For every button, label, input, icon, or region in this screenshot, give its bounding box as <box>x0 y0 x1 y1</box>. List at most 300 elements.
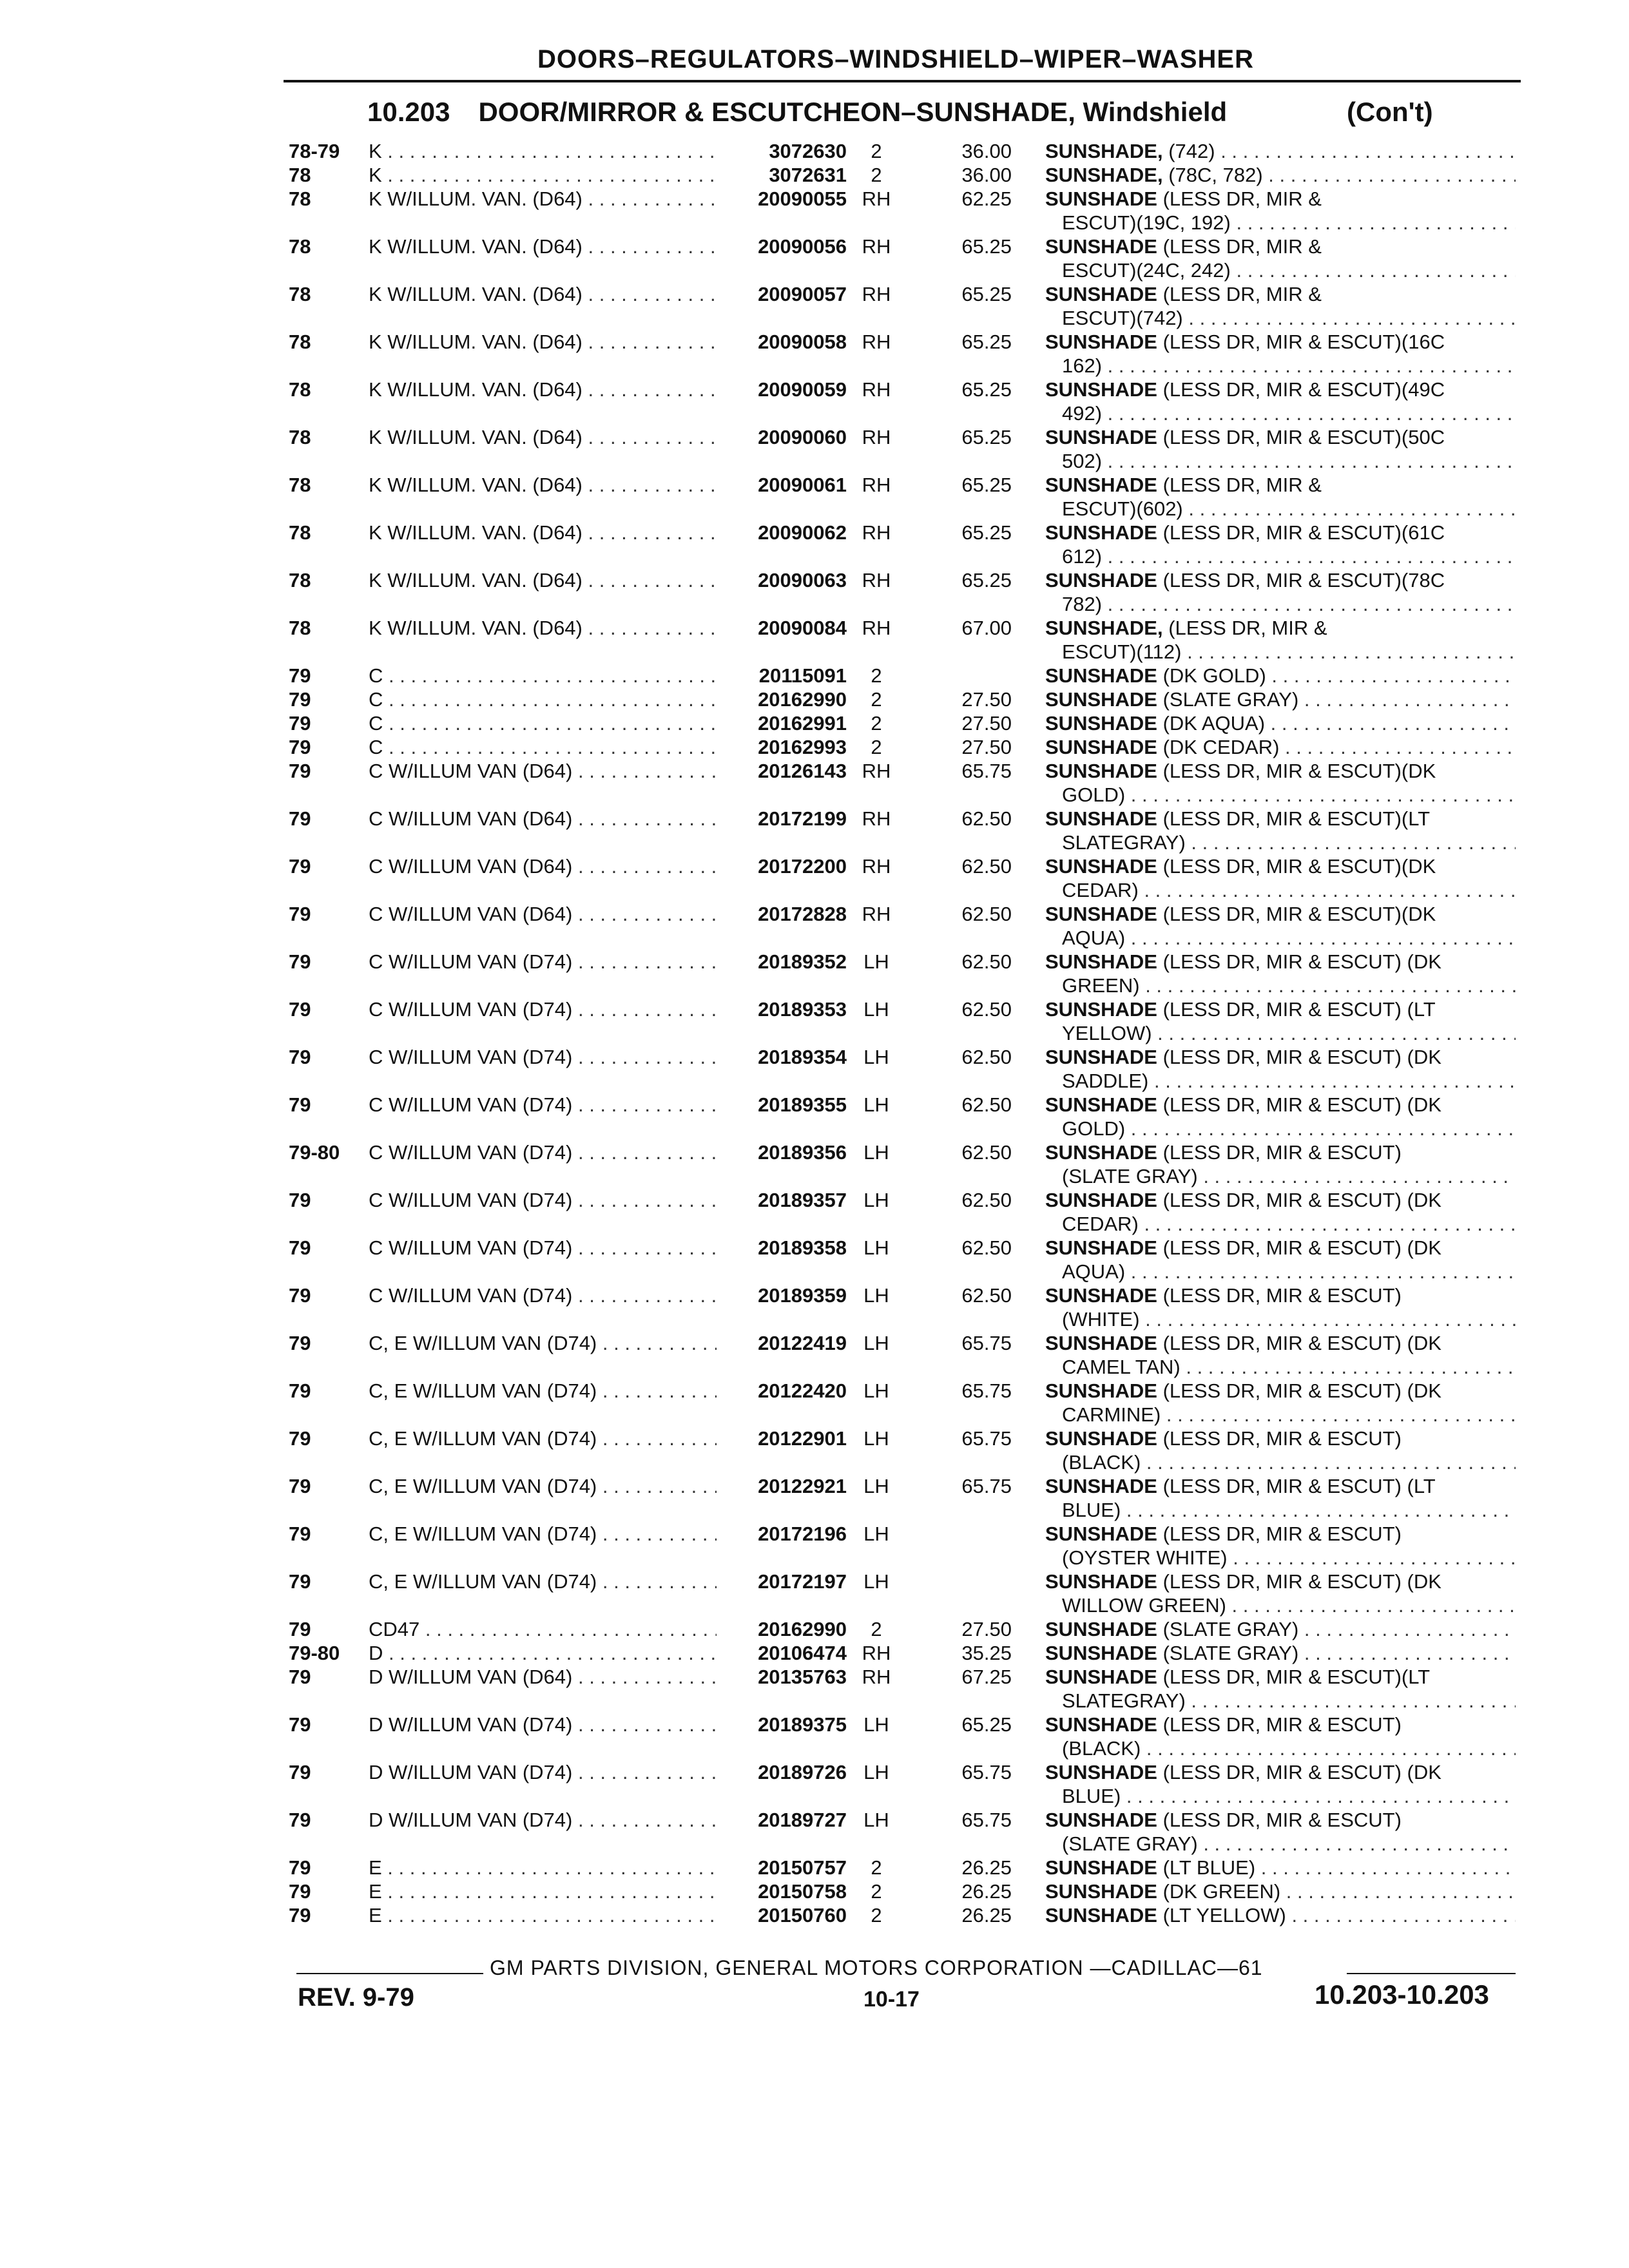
part-number: 20189357 <box>758 1189 847 1211</box>
model-usage: K . . . <box>369 163 717 187</box>
description-continuation: ESCUT)(19C, 192) <box>1062 211 1231 234</box>
description-line-1 <box>1045 378 1516 401</box>
quantity: 2 <box>871 736 882 758</box>
part-name: SUNSHADE, <box>1045 164 1163 186</box>
description-line-2 <box>1045 401 1516 425</box>
part-name: SUNSHADE <box>1045 807 1157 830</box>
parts-row <box>0 1427 1629 1474</box>
description-line-1 <box>1045 616 1516 640</box>
model-year: 79 <box>289 1189 311 1211</box>
description-line-1 <box>1045 568 1516 592</box>
part-number: 20135763 <box>758 1666 847 1688</box>
description-text: (742) <box>1168 140 1215 162</box>
model-year: 79 <box>289 760 311 782</box>
parts-row <box>0 1379 1629 1427</box>
quantity: LH <box>863 1570 889 1593</box>
model-usage: K . . . <box>369 139 717 163</box>
part-description <box>1045 1379 1516 1427</box>
description-line-1 <box>1045 1236 1516 1260</box>
description-line-2 <box>1045 1498 1516 1522</box>
model-year: 79 <box>289 688 311 711</box>
parts-row <box>0 997 1629 1045</box>
quantity: RH <box>862 283 891 305</box>
quantity: LH <box>863 998 889 1021</box>
part-number: 20090056 <box>758 235 847 258</box>
description-text: (LESS DR, MIR & ESCUT) (DK <box>1162 1332 1441 1354</box>
description-continuation: 502) <box>1062 450 1103 472</box>
description-line-1 <box>1045 1331 1516 1355</box>
model-usage: C . . . <box>369 687 717 711</box>
model-year: 78 <box>289 331 311 353</box>
model-usage: C, E W/ILLUM VAN (D74) . . . <box>369 1522 717 1546</box>
parts-row <box>0 1283 1629 1331</box>
description-line-2 <box>1045 1307 1516 1331</box>
part-description <box>1045 1641 1516 1665</box>
parts-row <box>0 950 1629 997</box>
quantity: RH <box>862 187 891 210</box>
description-line-2 <box>1045 1260 1516 1283</box>
part-name: SUNSHADE <box>1045 1904 1157 1927</box>
description-text: (DK GOLD) <box>1162 664 1266 687</box>
list-price: 62.50 <box>961 855 1012 878</box>
description-line-2 <box>1045 831 1516 854</box>
description-line-2 <box>1045 1593 1516 1617</box>
description-text: (LESS DR, MIR & ESCUT) (LT <box>1162 998 1436 1021</box>
description-text: (DK GREEN) <box>1162 1880 1281 1903</box>
part-description <box>1045 1331 1516 1379</box>
list-price: 27.50 <box>961 1618 1012 1640</box>
model-usage: K W/ILLUM. VAN. (D64) . . . <box>369 187 717 211</box>
quantity: RH <box>862 378 891 401</box>
revision-label: REV. 9-79 <box>298 1983 414 2012</box>
part-name: SUNSHADE <box>1045 331 1157 353</box>
model-year: 79 <box>289 1379 311 1402</box>
part-description <box>1045 330 1516 378</box>
model-year: 79 <box>289 950 311 973</box>
model-usage: K W/ILLUM. VAN. (D64) . . . <box>369 282 717 306</box>
description-line-1 <box>1045 807 1516 831</box>
description-line-1 <box>1045 1522 1516 1546</box>
quantity: RH <box>862 331 891 353</box>
quantity: RH <box>862 521 891 544</box>
parts-row <box>0 1879 1629 1903</box>
description-text: (LESS DR, MIR & ESCUT)(49C <box>1162 378 1445 401</box>
description-line-1 <box>1045 735 1516 759</box>
quantity: LH <box>863 1236 889 1259</box>
quantity: 2 <box>871 688 882 711</box>
quantity: RH <box>862 855 891 878</box>
quantity: 2 <box>871 664 882 687</box>
footer-rule-right <box>1347 1973 1516 1974</box>
description-continuation: ESCUT)(112) <box>1062 640 1182 663</box>
quantity: LH <box>863 1141 889 1164</box>
description-text: (LESS DR, MIR & ESCUT) <box>1162 1427 1402 1450</box>
description-continuation: 492) <box>1062 402 1103 425</box>
description-continuation: 782) <box>1062 593 1103 615</box>
part-name: SUNSHADE, <box>1045 140 1163 162</box>
description-continuation: ESCUT)(602) <box>1062 497 1183 520</box>
list-price: 65.75 <box>961 1427 1012 1450</box>
model-year: 79 <box>289 1475 311 1497</box>
description-continuation: GOLD) <box>1062 783 1126 806</box>
quantity: LH <box>863 1427 889 1450</box>
quantity: RH <box>862 569 891 591</box>
part-number: 20189352 <box>758 950 847 973</box>
description-text: (LESS DR, MIR & <box>1162 187 1322 210</box>
part-description <box>1045 139 1516 163</box>
part-number: 20189726 <box>758 1761 847 1783</box>
list-price: 26.25 <box>961 1856 1012 1879</box>
description-continuation: CAMEL TAN) <box>1062 1356 1181 1378</box>
part-name: SUNSHADE <box>1045 235 1157 258</box>
part-description <box>1045 1474 1516 1522</box>
list-price: 65.25 <box>961 331 1012 353</box>
description-text: (LESS DR, MIR & ESCUT) (DK <box>1162 1236 1441 1259</box>
parts-row <box>0 735 1629 759</box>
description-line-1 <box>1045 425 1516 449</box>
part-description <box>1045 854 1516 902</box>
parts-row <box>0 807 1629 854</box>
description-line-1 <box>1045 1665 1516 1689</box>
part-description <box>1045 1427 1516 1474</box>
part-number: 20172200 <box>758 855 847 878</box>
description-continuation: (BLACK) <box>1062 1737 1141 1760</box>
description-line-1 <box>1045 1879 1516 1903</box>
description-line-2 <box>1045 449 1516 473</box>
description-line-1 <box>1045 1617 1516 1641</box>
model-year: 79 <box>289 1666 311 1688</box>
model-usage: D W/ILLUM VAN (D74) . . . <box>369 1808 717 1832</box>
part-number: 20106474 <box>758 1642 847 1664</box>
part-number: 20090057 <box>758 283 847 305</box>
part-name: SUNSHADE <box>1045 903 1157 925</box>
part-description <box>1045 1236 1516 1283</box>
part-name: SUNSHADE <box>1045 1379 1157 1402</box>
header-rule <box>284 80 1521 82</box>
model-usage: C, E W/ILLUM VAN (D74) . . . <box>369 1570 717 1593</box>
model-year: 79 <box>289 1618 311 1640</box>
part-number: 20172197 <box>758 1570 847 1593</box>
part-name: SUNSHADE <box>1045 187 1157 210</box>
model-year: 79 <box>289 998 311 1021</box>
part-description <box>1045 759 1516 807</box>
model-usage: C W/ILLUM VAN (D74) . . . <box>369 1140 717 1164</box>
quantity: LH <box>863 1093 889 1116</box>
description-continuation: BLUE) <box>1062 1499 1121 1521</box>
part-number: 20189353 <box>758 998 847 1021</box>
description-text: (SLATE GRAY) <box>1162 688 1299 711</box>
quantity: LH <box>863 950 889 973</box>
description-line-1 <box>1045 235 1516 258</box>
description-line-1 <box>1045 1808 1516 1832</box>
description-line-2 <box>1045 878 1516 902</box>
description-text: (78C, 782) <box>1168 164 1263 186</box>
list-price: 65.25 <box>961 283 1012 305</box>
description-line-2 <box>1045 1117 1516 1140</box>
model-year: 78-79 <box>289 140 340 162</box>
quantity: 2 <box>871 712 882 735</box>
description-line-1 <box>1045 1713 1516 1736</box>
list-price: 27.50 <box>961 688 1012 711</box>
model-usage: K W/ILLUM. VAN. (D64) . . . <box>369 521 717 544</box>
parts-row <box>0 425 1629 473</box>
description-text: (LESS DR, MIR & <box>1162 235 1322 258</box>
model-usage: C W/ILLUM VAN (D74) . . . <box>369 1188 717 1212</box>
quantity: LH <box>863 1713 889 1736</box>
parts-row <box>0 235 1629 282</box>
part-description <box>1045 187 1516 235</box>
part-name: SUNSHADE <box>1045 474 1157 496</box>
model-year: 79 <box>289 1523 311 1545</box>
parts-row <box>0 1570 1629 1617</box>
description-line-1 <box>1045 1045 1516 1069</box>
description-text: (LESS DR, MIR & <box>1168 617 1327 639</box>
model-usage: C . . . <box>369 711 717 735</box>
list-price: 65.75 <box>961 760 1012 782</box>
part-number: 20090058 <box>758 331 847 353</box>
part-name: SUNSHADE <box>1045 1189 1157 1211</box>
quantity: RH <box>862 474 891 496</box>
part-number: 20162990 <box>758 1618 847 1640</box>
model-year: 78 <box>289 521 311 544</box>
model-usage: C W/ILLUM VAN (D74) . . . <box>369 1283 717 1307</box>
description-line-1 <box>1045 163 1516 187</box>
parts-row <box>0 1188 1629 1236</box>
quantity: RH <box>862 617 891 639</box>
part-name: SUNSHADE <box>1045 1666 1157 1688</box>
description-line-2 <box>1045 926 1516 950</box>
description-text: (LT BLUE) <box>1162 1856 1256 1879</box>
parts-list <box>0 139 1629 1927</box>
model-year: 79 <box>289 1880 311 1903</box>
parts-row <box>0 1665 1629 1713</box>
description-text: (LESS DR, MIR & ESCUT) <box>1162 1523 1402 1545</box>
model-usage: D W/ILLUM VAN (D74) . . . <box>369 1713 717 1736</box>
quantity: LH <box>863 1332 889 1354</box>
description-continuation: (OYSTER WHITE) <box>1062 1546 1228 1569</box>
description-line-2 <box>1045 354 1516 378</box>
description-text: (LESS DR, MIR & ESCUT)(50C <box>1162 426 1445 448</box>
model-usage: E . . . <box>369 1903 717 1927</box>
part-name: SUNSHADE <box>1045 1141 1157 1164</box>
model-usage: E . . . <box>369 1879 717 1903</box>
quantity: LH <box>863 1809 889 1831</box>
description-text: (LESS DR, MIR & ESCUT)(DK <box>1162 760 1436 782</box>
description-line-1 <box>1045 521 1516 544</box>
part-description <box>1045 1283 1516 1331</box>
list-price: 65.75 <box>961 1332 1012 1354</box>
quantity: RH <box>862 1666 891 1688</box>
description-line-1 <box>1045 759 1516 783</box>
description-line-1 <box>1045 1856 1516 1879</box>
description-continuation: BLUE) <box>1062 1785 1121 1807</box>
description-line-2 <box>1045 1736 1516 1760</box>
model-year: 79 <box>289 1284 311 1307</box>
part-description <box>1045 282 1516 330</box>
quantity: 2 <box>871 1880 882 1903</box>
parts-row <box>0 473 1629 521</box>
model-year: 78 <box>289 426 311 448</box>
description-text: (LESS DR, MIR & ESCUT)(DK <box>1162 855 1436 878</box>
list-price: 65.75 <box>961 1761 1012 1783</box>
page-number: 10-17 <box>863 1987 920 2012</box>
description-text: (LESS DR, MIR & ESCUT)(LT <box>1162 1666 1431 1688</box>
part-description <box>1045 521 1516 568</box>
quantity: LH <box>863 1046 889 1068</box>
part-name: SUNSHADE <box>1045 760 1157 782</box>
part-description <box>1045 1760 1516 1808</box>
description-line-1 <box>1045 1188 1516 1212</box>
quantity: RH <box>862 760 891 782</box>
parts-row <box>0 854 1629 902</box>
description-line-2 <box>1045 1546 1516 1570</box>
model-usage: C W/ILLUM VAN (D64) . . . <box>369 902 717 926</box>
model-year: 79 <box>289 1093 311 1116</box>
description-line-2 <box>1045 211 1516 235</box>
description-line-2 <box>1045 1403 1516 1427</box>
description-line-1 <box>1045 1641 1516 1665</box>
list-price: 62.50 <box>961 1236 1012 1259</box>
model-usage: K W/ILLUM. VAN. (D64) . . . <box>369 235 717 258</box>
parts-row <box>0 664 1629 687</box>
quantity: LH <box>863 1523 889 1545</box>
part-name: SUNSHADE <box>1045 736 1157 758</box>
description-text: (LESS DR, MIR & ESCUT) (DK <box>1162 1189 1441 1211</box>
description-line-1 <box>1045 950 1516 974</box>
part-description <box>1045 902 1516 950</box>
model-year: 79 <box>289 1046 311 1068</box>
model-year: 79 <box>289 1809 311 1831</box>
part-description <box>1045 664 1516 687</box>
parts-row <box>0 1522 1629 1570</box>
part-number: 20189355 <box>758 1093 847 1116</box>
section-title <box>367 97 1521 128</box>
model-usage: C W/ILLUM VAN (D74) . . . <box>369 997 717 1021</box>
description-text: (LESS DR, MIR & ESCUT)(LT <box>1162 807 1431 830</box>
model-usage: K W/ILLUM. VAN. (D64) . . . <box>369 568 717 592</box>
description-text: (LESS DR, MIR & ESCUT) (DK <box>1162 1761 1441 1783</box>
description-line-1 <box>1045 1140 1516 1164</box>
model-usage: C W/ILLUM VAN (D64) . . . <box>369 807 717 831</box>
model-usage: C, E W/ILLUM VAN (D74) . . . <box>369 1331 717 1355</box>
model-usage: K W/ILLUM. VAN. (D64) . . . <box>369 616 717 640</box>
part-name: SUNSHADE <box>1045 1046 1157 1068</box>
list-price: 35.25 <box>961 1642 1012 1664</box>
list-price: 62.50 <box>961 1046 1012 1068</box>
description-text: (LESS DR, MIR & ESCUT)(16C <box>1162 331 1445 353</box>
list-price: 65.75 <box>961 1475 1012 1497</box>
list-price: 26.25 <box>961 1904 1012 1927</box>
description-line-1 <box>1045 664 1516 687</box>
description-continuation: ESCUT)(742) <box>1062 307 1183 329</box>
model-usage: C . . . <box>369 735 717 759</box>
description-line-1 <box>1045 687 1516 711</box>
part-description <box>1045 378 1516 425</box>
parts-row <box>0 687 1629 711</box>
description-continuation: ESCUT)(24C, 242) <box>1062 259 1231 282</box>
description-continuation: GREEN) <box>1062 974 1140 997</box>
part-number: 20150757 <box>758 1856 847 1879</box>
list-price: 62.50 <box>961 1093 1012 1116</box>
part-number: 20090061 <box>758 474 847 496</box>
model-year: 78 <box>289 378 311 401</box>
part-description <box>1045 616 1516 664</box>
description-text: (LESS DR, MIR & ESCUT)(DK <box>1162 903 1436 925</box>
part-description <box>1045 1093 1516 1140</box>
quantity: RH <box>862 903 891 925</box>
parts-row <box>0 1093 1629 1140</box>
quantity: RH <box>862 807 891 830</box>
part-description <box>1045 807 1516 854</box>
quantity: 2 <box>871 164 882 186</box>
part-number: 20126143 <box>758 760 847 782</box>
model-usage: C W/ILLUM VAN (D64) . . . <box>369 759 717 783</box>
list-price: 65.25 <box>961 569 1012 591</box>
description-line-1 <box>1045 997 1516 1021</box>
part-number: 20162990 <box>758 688 847 711</box>
description-line-2 <box>1045 258 1516 282</box>
description-line-1 <box>1045 330 1516 354</box>
description-continuation: SADDLE) <box>1062 1070 1149 1092</box>
model-year: 79 <box>289 1761 311 1783</box>
parts-row <box>0 1856 1629 1879</box>
description-line-1 <box>1045 1760 1516 1784</box>
part-number: 20162993 <box>758 736 847 758</box>
model-year: 79 <box>289 903 311 925</box>
list-price: 65.25 <box>961 521 1012 544</box>
part-number: 20172199 <box>758 807 847 830</box>
description-line-2 <box>1045 640 1516 664</box>
model-year: 78 <box>289 617 311 639</box>
description-line-1 <box>1045 902 1516 926</box>
model-usage: K W/ILLUM. VAN. (D64) . . . <box>369 330 717 354</box>
part-name: SUNSHADE <box>1045 1523 1157 1545</box>
description-line-1 <box>1045 1427 1516 1450</box>
part-name: SUNSHADE <box>1045 1761 1157 1783</box>
model-year: 79 <box>289 1713 311 1736</box>
part-description <box>1045 1713 1516 1760</box>
list-price: 62.50 <box>961 950 1012 973</box>
part-name: SUNSHADE <box>1045 855 1157 878</box>
list-price: 67.25 <box>961 1666 1012 1688</box>
model-year: 78 <box>289 569 311 591</box>
page-header: DOORS–REGULATORS–WINDSHIELD–WIPER–WASHER <box>537 45 1254 73</box>
description-text: (LESS DR, MIR & ESCUT) (DK <box>1162 1570 1441 1593</box>
part-name: SUNSHADE <box>1045 521 1157 544</box>
model-usage: K W/ILLUM. VAN. (D64) . . . <box>369 425 717 449</box>
part-name: SUNSHADE <box>1045 950 1157 973</box>
part-name: SUNSHADE <box>1045 1475 1157 1497</box>
description-text: (LESS DR, MIR & ESCUT) <box>1162 1809 1402 1831</box>
section-number: 10.203 <box>367 97 450 127</box>
part-name: SUNSHADE <box>1045 1713 1157 1736</box>
description-line-2 <box>1045 306 1516 330</box>
description-line-2 <box>1045 974 1516 997</box>
description-text: (LESS DR, MIR & ESCUT) <box>1162 1713 1402 1736</box>
description-continuation: (BLACK) <box>1062 1451 1141 1474</box>
description-line-1 <box>1045 139 1516 163</box>
list-price: 36.00 <box>961 164 1012 186</box>
description-text: (LESS DR, MIR & ESCUT) <box>1162 1141 1402 1164</box>
list-price: 62.25 <box>961 187 1012 210</box>
description-line-1 <box>1045 1283 1516 1307</box>
continued-label: (Con't) <box>1347 97 1433 127</box>
part-number: 20090084 <box>758 617 847 639</box>
part-name: SUNSHADE <box>1045 1427 1157 1450</box>
quantity: RH <box>862 1642 891 1664</box>
description-text: (LESS DR, MIR & <box>1162 474 1322 496</box>
description-continuation: 612) <box>1062 545 1103 568</box>
